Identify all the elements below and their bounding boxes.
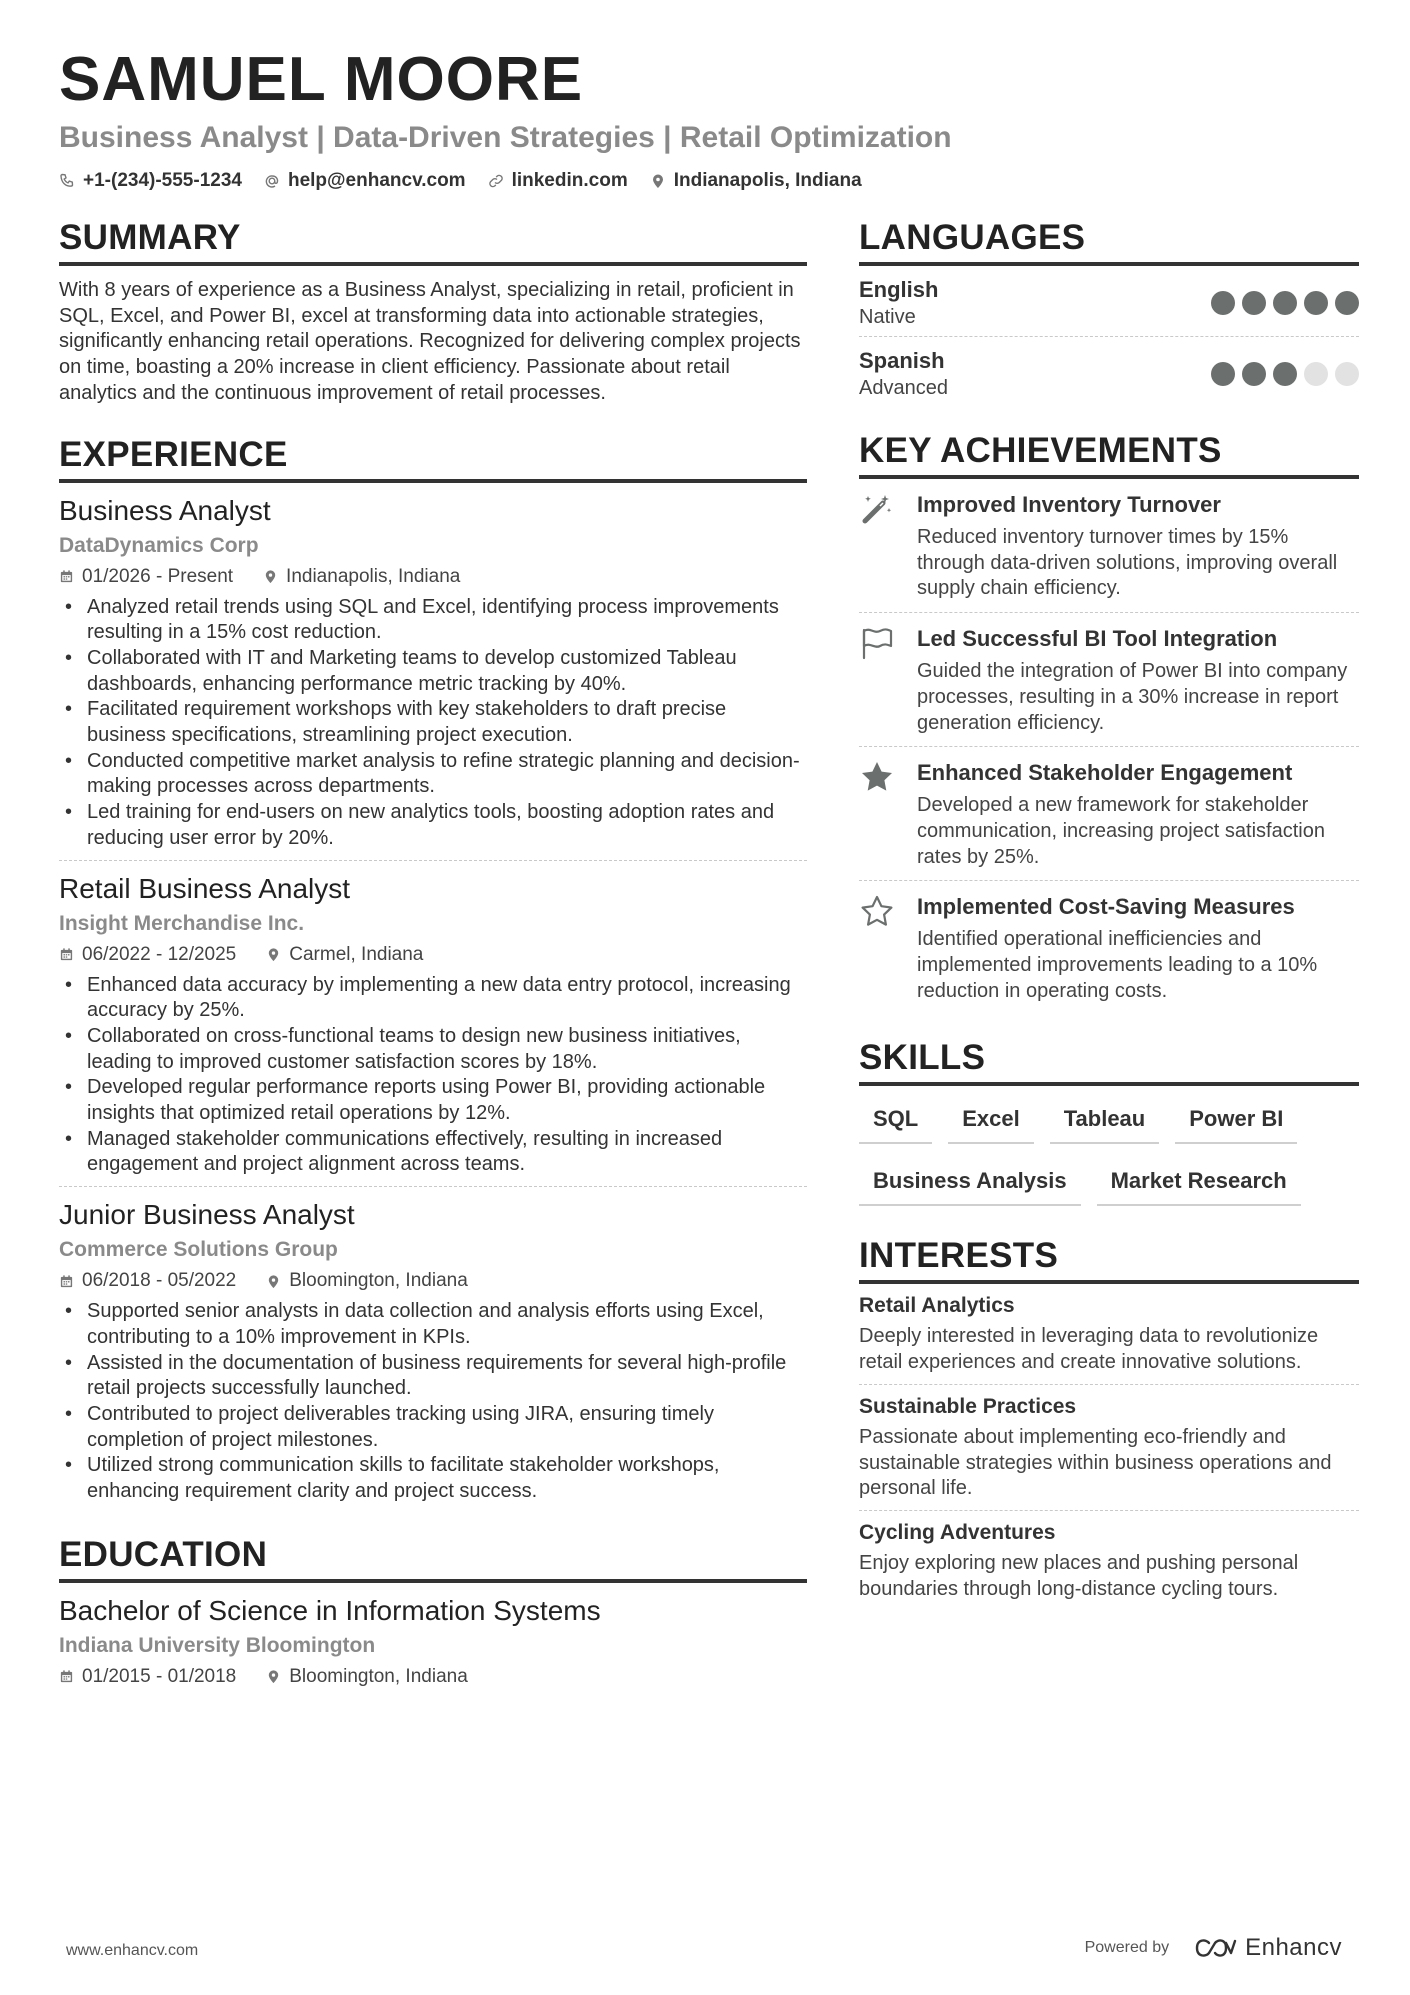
- magic-wand-icon: [859, 489, 897, 602]
- enhancv-logo[interactable]: [1193, 1934, 1342, 1962]
- education-entry: [59, 1583, 807, 1699]
- achievement-desc: Developed a new framework for stakeholder communication, increasing project satisfaction rates by 25%.: [917, 794, 1325, 868]
- skills-section: [859, 1036, 1359, 1206]
- enhancv-logo-icon: [1193, 1937, 1237, 1959]
- language-item: [859, 266, 1359, 337]
- star-outline-icon: [859, 891, 897, 1004]
- job-meta: [59, 1267, 807, 1295]
- rating-dot: [1242, 291, 1266, 315]
- bullet-item: • Led training for end-users on new analytics tools, boosting adoption rates and reducing user error by 20%.: [59, 800, 807, 851]
- bullet-item: • Enhanced data accuracy by implementing a new data entry protocol, increasing accuracy by 25%.: [59, 973, 807, 1024]
- job-dates: [59, 941, 236, 969]
- left-column: [59, 216, 807, 1699]
- interest-desc: Passionate about implementing eco-friendly and sustainable strategies within business operations and personal life.: [859, 1425, 1332, 1500]
- job-title: Retail Business Analyst: [59, 872, 351, 904]
- interest-title: Retail Analytics: [859, 1294, 1015, 1318]
- interest-desc: Enjoy exploring new places and pushing personal boundaries through long-distance cycling tours.: [859, 1551, 1299, 1600]
- interest-title: Cycling Adventures: [859, 1520, 1056, 1544]
- candidate-title: Business Analyst | Data-Driven Strategies | Retail Optimization: [59, 121, 952, 154]
- star-filled-icon: [859, 757, 897, 870]
- achievement-desc: Identified operational inefficiencies and implemented improvements leading to a 10% reduction in operating costs.: [917, 928, 1318, 1002]
- candidate-name: SAMUEL MOORE: [59, 45, 584, 114]
- job-list: [59, 483, 807, 1513]
- job-location-text: Indianapolis, Indiana: [286, 565, 461, 587]
- job-entry: [59, 861, 807, 1188]
- powered-by-text: Powered by: [1084, 1939, 1170, 1956]
- rating-dot: [1273, 291, 1297, 315]
- bullet-item: • Assisted in the documentation of business requirements for several high-profile retail projects successfully launched.: [59, 1351, 807, 1402]
- calendar-icon: [59, 947, 74, 962]
- rating-dot: [1304, 362, 1328, 386]
- link-icon: [488, 173, 504, 189]
- language-level: Native: [859, 306, 916, 328]
- summary-section: [59, 216, 807, 407]
- contact-phone[interactable]: [59, 170, 242, 192]
- rating-dot: [1242, 362, 1266, 386]
- at-icon: [264, 173, 280, 189]
- bullet-item: • Analyzed retail trends using SQL and Excel, identifying process improvements resulting in a 15% cost reduction.: [59, 595, 807, 646]
- achievement-desc: Reduced inventory turnover times by 15% through data-driven solutions, improving overall supply chain efficiency.: [917, 526, 1338, 600]
- job-dates-text: 06/2018 - 05/2022: [82, 1270, 237, 1292]
- summary-heading: SUMMARY: [59, 216, 807, 266]
- job-bullets: [59, 973, 807, 1179]
- job-dates-text: 06/2022 - 12/2025: [82, 943, 237, 965]
- company-name: DataDynamics Corp: [59, 533, 259, 557]
- skill-tag: Power BI: [1175, 1098, 1297, 1144]
- job-location-text: Carmel, Indiana: [289, 943, 424, 965]
- right-column: [859, 216, 1359, 1610]
- achievement-title: Led Successful BI Tool Integration: [917, 626, 1278, 652]
- job-meta: [59, 563, 807, 591]
- school-name: Indiana University Bloomington: [59, 1633, 376, 1657]
- company-name: Commerce Solutions Group: [59, 1238, 338, 1262]
- job-bullets: [59, 1299, 807, 1505]
- language-item: [859, 337, 1359, 407]
- language-name: Spanish: [859, 348, 945, 373]
- contact-bar: [59, 170, 1359, 192]
- degree-title: Bachelor of Science in Information Systems: [59, 1594, 601, 1626]
- education-location-text: Bloomington, Indiana: [289, 1665, 468, 1687]
- achievement-desc: Guided the integration of Power BI into company processes, resulting in a 30% increase in report generation efficiency.: [917, 660, 1348, 734]
- languages-section: [859, 216, 1359, 407]
- job-title: Junior Business Analyst: [59, 1199, 355, 1231]
- education-location: [266, 1663, 468, 1691]
- achievement-title: Improved Inventory Turnover: [917, 492, 1221, 517]
- bullet-item: • Managed stakeholder communications effectively, resulting in increased engagement and project alignment across teams.: [59, 1127, 807, 1178]
- footer-powered: [1085, 1934, 1342, 1962]
- skills-heading: SKILLS: [859, 1036, 1359, 1086]
- contact-email[interactable]: [264, 170, 466, 192]
- language-level: Advanced: [859, 377, 948, 399]
- education-heading: EDUCATION: [59, 1533, 807, 1583]
- company-name: Insight Merchandise Inc.: [59, 911, 305, 935]
- interests-section: [859, 1234, 1359, 1610]
- job-dates-text: 01/2026 - Present: [82, 565, 234, 587]
- map-pin-icon: [266, 947, 281, 962]
- experience-section: [59, 433, 807, 1513]
- language-rating: [1211, 362, 1359, 386]
- rating-dot: [1273, 362, 1297, 386]
- job-entry: [59, 483, 807, 861]
- bullet-item: • Collaborated on cross-functional teams to design new business initiatives, leading to improved customer satisfaction scores by 18%.: [59, 1024, 807, 1075]
- job-bullets: [59, 595, 807, 852]
- bullet-item: • Supported senior analysts in data collection and analysis efforts using Excel, contributing to a 10% improvement in KPIs.: [59, 1299, 807, 1350]
- achievement-item: [859, 881, 1359, 1014]
- rating-dot: [1211, 362, 1235, 386]
- education-dates-text: 01/2015 - 01/2018: [82, 1665, 237, 1687]
- skill-list: [859, 1098, 1359, 1206]
- skill-tag: Tableau: [1050, 1098, 1160, 1144]
- bullet-item: • Developed regular performance reports using Power BI, providing actionable insights that optimized retail operations by 12%.: [59, 1075, 807, 1126]
- map-pin-icon: [263, 569, 278, 584]
- map-pin-icon: [266, 1669, 281, 1684]
- location-text: Indianapolis, Indiana: [673, 170, 862, 191]
- contact-linkedin[interactable]: [488, 170, 628, 192]
- brand-name: Enhancv: [1245, 1934, 1342, 1961]
- interest-title: Sustainable Practices: [859, 1394, 1077, 1418]
- resume-header: [59, 44, 1359, 192]
- achievement-title: Enhanced Stakeholder Engagement: [917, 760, 1293, 786]
- skill-tag: Business Analysis: [859, 1160, 1081, 1206]
- interest-item: [859, 1284, 1359, 1384]
- skill-tag: Excel: [948, 1098, 1034, 1144]
- bullet-item: • Utilized strong communication skills to facilitate stakeholder workshops, enhancing requirement clarity and project success.: [59, 1453, 807, 1504]
- map-pin-icon: [266, 1274, 281, 1289]
- phone-text: +1-(234)-555-1234: [83, 170, 242, 191]
- job-location-text: Bloomington, Indiana: [289, 1270, 468, 1292]
- calendar-icon: [59, 1274, 74, 1289]
- job-entry: [59, 1187, 807, 1513]
- calendar-icon: [59, 569, 74, 584]
- bullet-item: • Facilitated requirement workshops with key stakeholders to draft precise business specifications, streamlining project execution.: [59, 697, 807, 748]
- education-dates: [59, 1663, 236, 1691]
- achievements-heading: KEY ACHIEVEMENTS: [859, 429, 1359, 479]
- languages-heading: LANGUAGES: [859, 216, 1359, 266]
- job-title: Business Analyst: [59, 494, 271, 526]
- achievement-title: Implemented Cost-Saving Measures: [917, 894, 1295, 920]
- interest-item: [859, 1385, 1359, 1511]
- email-text: help@enhancv.com: [287, 170, 466, 191]
- education-section: [59, 1533, 807, 1699]
- interest-item: [859, 1511, 1359, 1610]
- bullet-item: • Contributed to project deliverables tracking using JIRA, ensuring timely completion of project milestones.: [59, 1402, 807, 1453]
- language-rating: [1211, 291, 1359, 315]
- interests-heading: INTERESTS: [859, 1234, 1359, 1284]
- footer-website[interactable]: www.enhancv.com: [66, 1942, 199, 1959]
- job-dates: [59, 563, 233, 591]
- skill-tag: SQL: [859, 1098, 932, 1144]
- job-location: [266, 1267, 468, 1295]
- rating-dot: [1335, 291, 1359, 315]
- job-location: [266, 941, 423, 969]
- language-name: English: [859, 277, 939, 302]
- achievement-item: [859, 479, 1359, 613]
- linkedin-text: linkedin.com: [511, 170, 628, 191]
- rating-dot: [1211, 291, 1235, 315]
- bullet-item: • Conducted competitive market analysis to refine strategic planning and decision-making processes across departments.: [59, 749, 807, 800]
- education-meta: [59, 1663, 807, 1691]
- rating-dot: [1304, 291, 1328, 315]
- achievements-section: [859, 429, 1359, 1014]
- experience-heading: EXPERIENCE: [59, 433, 807, 483]
- job-location: [263, 563, 460, 591]
- job-meta: [59, 941, 807, 969]
- calendar-icon: [59, 1669, 74, 1684]
- contact-location: [650, 170, 862, 192]
- phone-icon: [59, 173, 75, 189]
- bullet-item: • Collaborated with IT and Marketing teams to develop customized Tableau dashboards, enhancing performance metric tracking by 40%.: [59, 646, 807, 697]
- skill-tag: Market Research: [1097, 1160, 1301, 1206]
- summary-text: With 8 years of experience as a Business Analyst, specializing in retail, proficient in SQL, Excel, and Power BI, excel at transforming data into actionable strategies, significantly enhancing retail operations. Recognized for delivering complex projects on time, boasting a 20% increase in client efficiency. Passionate about retail analytics and the continuous improvement of retail processes.: [59, 279, 801, 404]
- achievement-item: [859, 613, 1359, 747]
- interest-desc: Deeply interested in leveraging data to revolutionize retail experiences and create innovative solutions.: [859, 1325, 1319, 1374]
- achievement-item: [859, 747, 1359, 881]
- map-pin-icon: [650, 173, 666, 189]
- job-dates: [59, 1267, 236, 1295]
- flag-icon: [859, 623, 897, 736]
- rating-dot: [1335, 362, 1359, 386]
